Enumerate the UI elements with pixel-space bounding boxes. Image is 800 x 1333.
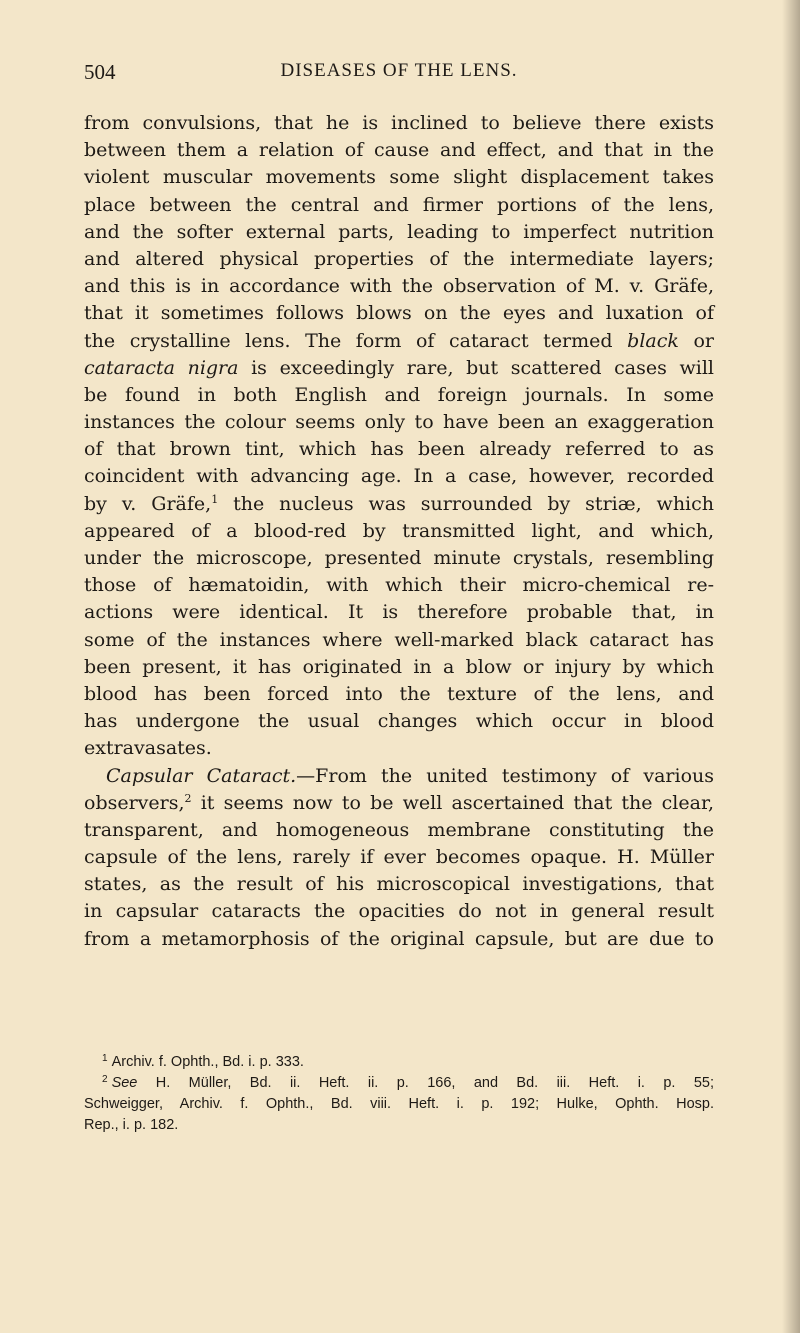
text-line — [84, 355, 714, 382]
footnote-see: See — [111, 1075, 138, 1091]
footnotes — [84, 1052, 714, 1136]
footnote-1 — [84, 1052, 714, 1073]
text-line: been present, it has originated in a blow or injury by which — [84, 655, 714, 678]
text-line: from a metamorphosis of the original capsule, but are due to — [84, 927, 714, 950]
text-line: between them a relation of cause and effect, and that in the — [84, 139, 714, 162]
page-number: 504 — [84, 60, 116, 84]
body-text — [84, 110, 714, 953]
running-head: DISEASES OF THE LENS. — [280, 60, 518, 81]
text-line: appeared of a blood-red by transmitted light, and which, — [84, 519, 714, 542]
text-segment: or — [693, 329, 714, 352]
text-line: place between the central and firmer portions of the lens, — [84, 193, 714, 216]
text-line: from convulsions, that he is inclined to believe there exists — [84, 112, 714, 134]
text-line — [84, 763, 714, 790]
paragraph-black-cataract — [84, 110, 714, 763]
text-line: capsule of the lens, rarely if ever becomes opaque. H. Müller — [84, 846, 714, 869]
footnote-text: H. Müller, Bd. ii. Heft. ii. p. 166, and Bd. iii. Heft. i. p. 55; — [155, 1075, 714, 1091]
text-segment: by v. Gräfe, — [84, 492, 212, 515]
footnote-mark: 2 — [102, 1074, 108, 1085]
text-line: instances the colour seems only to have been an exaggeration — [84, 411, 714, 434]
text-line: and altered physical properties of the intermediate layers; — [84, 247, 714, 270]
page-header — [84, 60, 714, 90]
text-line: states, as the result of his microscopical investigations, that — [84, 873, 714, 896]
text-line: in capsular cataracts the opacities do not in general result — [84, 900, 714, 923]
text-line: actions were identical. It is therefore probable that, in — [84, 601, 714, 624]
text-line: some of the instances where well-marked black cataract has — [84, 628, 714, 651]
footnote-text: Archiv. f. Ophth., Bd. i. p. 333. — [111, 1054, 304, 1070]
text-line: be found in both English and foreign journals. In some — [84, 383, 714, 406]
text-line: blood has been forced into the texture of the lens, and — [84, 682, 714, 705]
page-edge-shadow — [782, 0, 800, 1333]
text-segment: observers, — [84, 791, 185, 814]
text-line — [84, 790, 714, 817]
paragraph-capsular-cataract — [84, 763, 714, 953]
text-line: extravasates. — [84, 737, 212, 760]
text-segment: —From the united testimony of various — [296, 764, 714, 787]
footnote-mark: 1 — [102, 1053, 108, 1064]
text-line: violent muscular movements some slight displacement takes — [84, 166, 714, 189]
text-line: and the softer external parts, leading to imperfect nutrition — [84, 220, 714, 243]
text-line: of that brown tint, which has been already referred to as — [84, 438, 714, 461]
text-line: coincident with advancing age. In a case, however, recorded — [84, 465, 714, 488]
text-segment: it seems now to be well ascertained that the clear, — [200, 791, 714, 814]
text-line: under the microscope, presented minute crystals, resembling — [84, 547, 714, 569]
footnote-ref-2: 2 — [184, 791, 192, 805]
text-line: has undergone the usual changes which occur in blood — [84, 710, 714, 733]
text-line — [84, 491, 714, 518]
text-line: transparent, and homogeneous membrane constituting the — [84, 818, 714, 841]
text-line: those of hæmatoidin, with which their micro-chemical re- — [84, 574, 714, 597]
text-segment: is exceedingly rare, but scattered cases will — [251, 356, 715, 379]
section-heading-capsular-cataract: Capsular Cataract. — [106, 764, 297, 787]
footnote-2-continued: Rep., i. p. 182. — [84, 1117, 179, 1133]
footnote-ref-1: 1 — [211, 492, 219, 506]
text-segment: the crystalline lens. The form of cataract termed — [84, 329, 613, 352]
text-line: and this is in accordance with the observation of M. v. Gräfe, — [84, 275, 714, 298]
text-segment: the nucleus was surrounded by striæ, which — [233, 492, 715, 515]
text-line — [84, 328, 714, 355]
footnote-2 — [84, 1073, 714, 1094]
text-line: that it sometimes follows blows on the eyes and luxation of — [84, 302, 714, 325]
footnote-2-continued: Schweigger, Archiv. f. Ophth., Bd. viii. Heft. i. p. 192; Hulke, Ophth. Hosp. — [84, 1096, 714, 1112]
italic-term-cataracta-nigra: cataracta nigra — [84, 356, 239, 379]
italic-term-black: black — [627, 329, 679, 352]
